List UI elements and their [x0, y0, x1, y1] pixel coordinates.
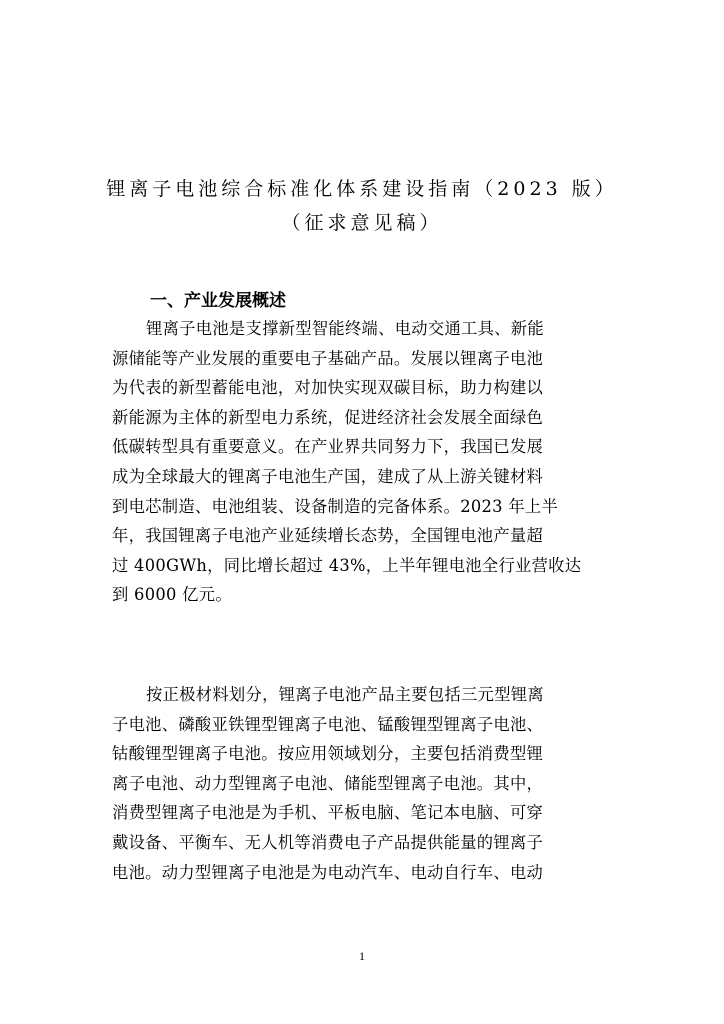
paragraph-line: 到 6000 亿元。	[112, 585, 232, 605]
paragraph-classification	[112, 680, 614, 887]
section-heading: 一、产业发展概述	[150, 291, 286, 311]
document-title: 锂离子电池综合标准化体系建设指南（2023 版）	[106, 178, 618, 200]
paragraph-line: 低碳转型具有重要意义。在产业界共同努力下，我国已发展	[112, 437, 544, 457]
paragraph-line: 成为全球最大的锂离子电池生产国，建成了从上游关键材料	[112, 466, 544, 486]
paragraph-line: 子电池、磷酸亚铁锂型锂离子电池、锰酸锂型锂离子电池、	[112, 714, 544, 734]
paragraph-overview	[112, 314, 614, 610]
paragraph-line: 新能源为主体的新型电力系统，促进经济社会发展全面绿色	[112, 407, 544, 427]
paragraph-line: 年，我国锂离子电池产业延续增长态势，全国锂电池产量超	[112, 526, 544, 546]
paragraph-line: 按正极材料划分，锂离子电池产品主要包括三元型锂离	[146, 685, 544, 704]
paragraph-line: 离子电池、动力型锂离子电池、储能型锂离子电池。其中，	[112, 773, 544, 793]
paragraph-line: 为代表的新型蓄能电池，对加快实现双碳目标，助力构建以	[112, 378, 544, 398]
paragraph-line: 钴酸锂型锂离子电池。按应用领域划分，主要包括消费型锂	[112, 744, 544, 764]
paragraph-line: 戴设备、平衡车、无人机等消费电子产品提供能量的锂离子	[112, 832, 544, 852]
document-subtitle: （征求意见稿）	[281, 212, 443, 234]
paragraph-line: 源储能等产业发展的重要电子基础产品。发展以锂离子电池	[112, 348, 544, 368]
paragraph-line: 电池。动力型锂离子电池是为电动汽车、电动自行车、电动	[112, 862, 544, 882]
paragraph-line: 锂离子电池是支撑新型智能终端、电动交通工具、新能	[146, 319, 544, 338]
paragraph-line: 过 400GWh，同比增长超过 43%，上半年锂电池全行业营收达	[112, 555, 582, 575]
page-number: 1	[359, 949, 365, 963]
paragraph-line: 消费型锂离子电池是为手机、平板电脑、笔记本电脑、可穿	[112, 803, 544, 823]
paragraph-line: 到电芯制造、电池组装、设备制造的完备体系。2023 年上半	[112, 496, 559, 516]
